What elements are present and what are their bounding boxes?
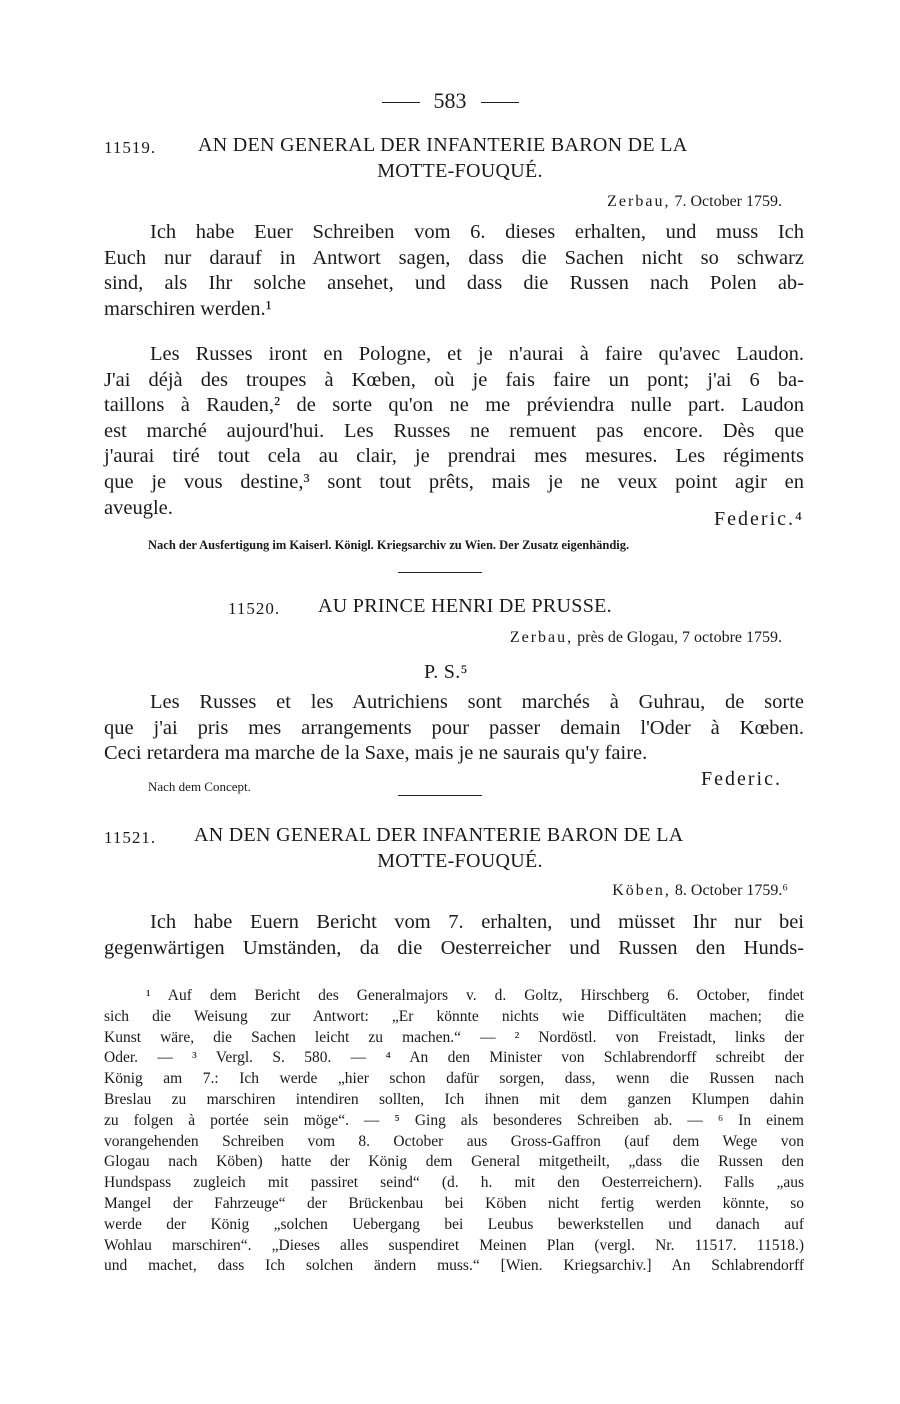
page-number	[0, 88, 900, 114]
text-line: que je vous destine,³ sont tout prêts, mais je ne veux point agir en	[104, 470, 804, 493]
footnote-line: Mangel der Fahrzeuge“ der Brückenbau bei Köben nicht fertig werden könnte, so	[104, 1194, 804, 1212]
footnote-line: König am 7.: Ich werde „hier schon dafür sorgen, dass, wenn die Russen nach	[104, 1070, 804, 1088]
footnote-line: Glogau nach Köben) hatte der König dem General mitgetheilt, „dass die Russen den	[104, 1153, 804, 1171]
text-line: Euch nur darauf in Antwort sagen, dass die Sachen nicht so schwarz	[104, 246, 804, 269]
letter-number: 11521.	[104, 828, 157, 847]
source-note: Nach der Ausfertigung im Kaiserl. Königl. Kriegsarchiv zu Wien. Der Zusatz eigenhändig.	[148, 538, 630, 552]
footnote-line: Oder. — ³ Vergl. S. 580. — ⁴ An den Minister von Schlabrendorff schreibt der	[104, 1049, 804, 1067]
text-line: que j'ai pris mes arrangements pour passer demain l'Oder à Kœben.	[104, 716, 804, 739]
page-number-dash-right	[481, 102, 519, 103]
letter-paragraph	[104, 342, 804, 521]
footnote-line: Hundspass zugleich mit passiret seind“ (d. h. mit den Oesterreichern). Falls „aus	[104, 1174, 804, 1192]
footnotes	[104, 986, 804, 1277]
place-name: Zerbau,	[509, 629, 574, 646]
page-number-dash-left	[382, 102, 420, 103]
letter-place-date	[510, 629, 782, 647]
signature: Federic.	[701, 768, 782, 790]
footnote-line: vorangehenden Schreiben vom 8. October aus Gross-Gaffron (auf dem Wege von	[104, 1132, 804, 1150]
letter-paragraph	[104, 910, 804, 961]
letter-heading-continued: MOTTE-FOUQUÉ.	[377, 850, 543, 872]
text-line: taillons à Rauden,² de sorte qu'on ne me préviendra nulle part. Laudon	[104, 394, 804, 417]
footnote-line: Kunst wäre, die Sachen leicht zu machen.“ — ² Nordöstl. von Freistadt, links der	[104, 1028, 804, 1046]
text-line: est marché aujourd'hui. Les Russes ne remuent pas encore. Dès que	[104, 419, 804, 442]
footnote-line: zu folgen à portée sein möge“. — ⁵ Ging als besonderes Schreiben ab. — ⁶ In einem	[104, 1111, 804, 1129]
page-number-text: 583	[433, 88, 467, 113]
footnote-line: Wohlau marschiren“. „Dieses alles suspendiret Meinen Plan (vergl. Nr. 11517. 11518.)	[104, 1236, 804, 1254]
source-note: Nach dem Concept.	[148, 779, 251, 794]
text-line: aveugle.	[104, 496, 173, 519]
letter-paragraph	[104, 690, 804, 767]
date: 7. October 1759.	[674, 193, 782, 210]
letter-place-date	[607, 193, 782, 211]
date: 8. October 1759.⁶	[674, 882, 788, 899]
footnote-line: Breslau zu marschiren intendiren sollten, Ich ihnen mit dem ganzen Klumpen dahin	[104, 1090, 804, 1108]
text-line: Les Russes et les Autrichiens sont marchés à Guhrau, de sorte	[150, 691, 804, 713]
text-line: J'ai déjà des troupes à Kœben, où je fais faire un pont; j'ai 6 ba-	[104, 368, 804, 391]
text-line: Ceci retardera ma marche de la Saxe, mais je ne saurais qu'y faire.	[104, 742, 648, 765]
letter-heading: AN DEN GENERAL DER INFANTERIE BARON DE LA	[194, 824, 684, 846]
letter-heading: AN DEN GENERAL DER INFANTERIE BARON DE LA	[198, 134, 688, 156]
letter-number: 11519.	[104, 138, 157, 157]
footnote-line: ¹ Auf dem Bericht des Generalmajors v. d. Goltz, Hirschberg 6. October, findet	[146, 987, 804, 1004]
footnote-line: und machet, dass Ich solchen ändern muss.“ [Wien. Kriegsarchiv.] An Schlabrendorff	[104, 1257, 804, 1275]
postscript-label: P. S.⁵	[424, 661, 468, 683]
signature: Federic.⁴	[714, 508, 804, 530]
text-line: marschiren werden.¹	[104, 297, 272, 320]
section-divider	[398, 572, 482, 573]
text-line: Ich habe Euer Schreiben vom 6. dieses erhalten, und muss Ich	[150, 221, 804, 243]
text-line: gegenwärtigen Umständen, da die Oesterreicher und Russen den Hunds-	[104, 936, 804, 959]
letter-heading-continued: MOTTE-FOUQUÉ.	[377, 160, 543, 182]
footnote-line: sich die Weisung zur Antwort: „Er könnte nichts wie Difficultäten machen; die	[104, 1007, 804, 1025]
place-name: Zerbau,	[607, 193, 671, 210]
text-line: sind, als Ihr solche ansehet, und dass die Russen nach Polen ab-	[104, 272, 804, 295]
place-name: Köben,	[612, 882, 671, 899]
footnote-line: werde der König „solchen Uebergang bei Leubus bewerkstellen und danach auf	[104, 1215, 804, 1233]
text-line: j'aurai tiré tout cela au clair, je prendrai mes mesures. Les régiments	[104, 445, 804, 468]
letter-number: 11520.	[228, 599, 281, 618]
date: près de Glogau, 7 octobre 1759.	[577, 629, 782, 646]
text-line: Ich habe Euern Bericht vom 7. erhalten, und müsset Ihr nur bei	[150, 911, 804, 933]
letter-place-date	[612, 882, 788, 900]
letter-heading: AU PRINCE HENRI DE PRUSSE.	[318, 595, 612, 617]
text-line: Les Russes iront en Pologne, et je n'aurai à faire qu'avec Laudon.	[150, 343, 804, 365]
letter-paragraph	[104, 220, 804, 322]
section-divider	[398, 795, 482, 796]
